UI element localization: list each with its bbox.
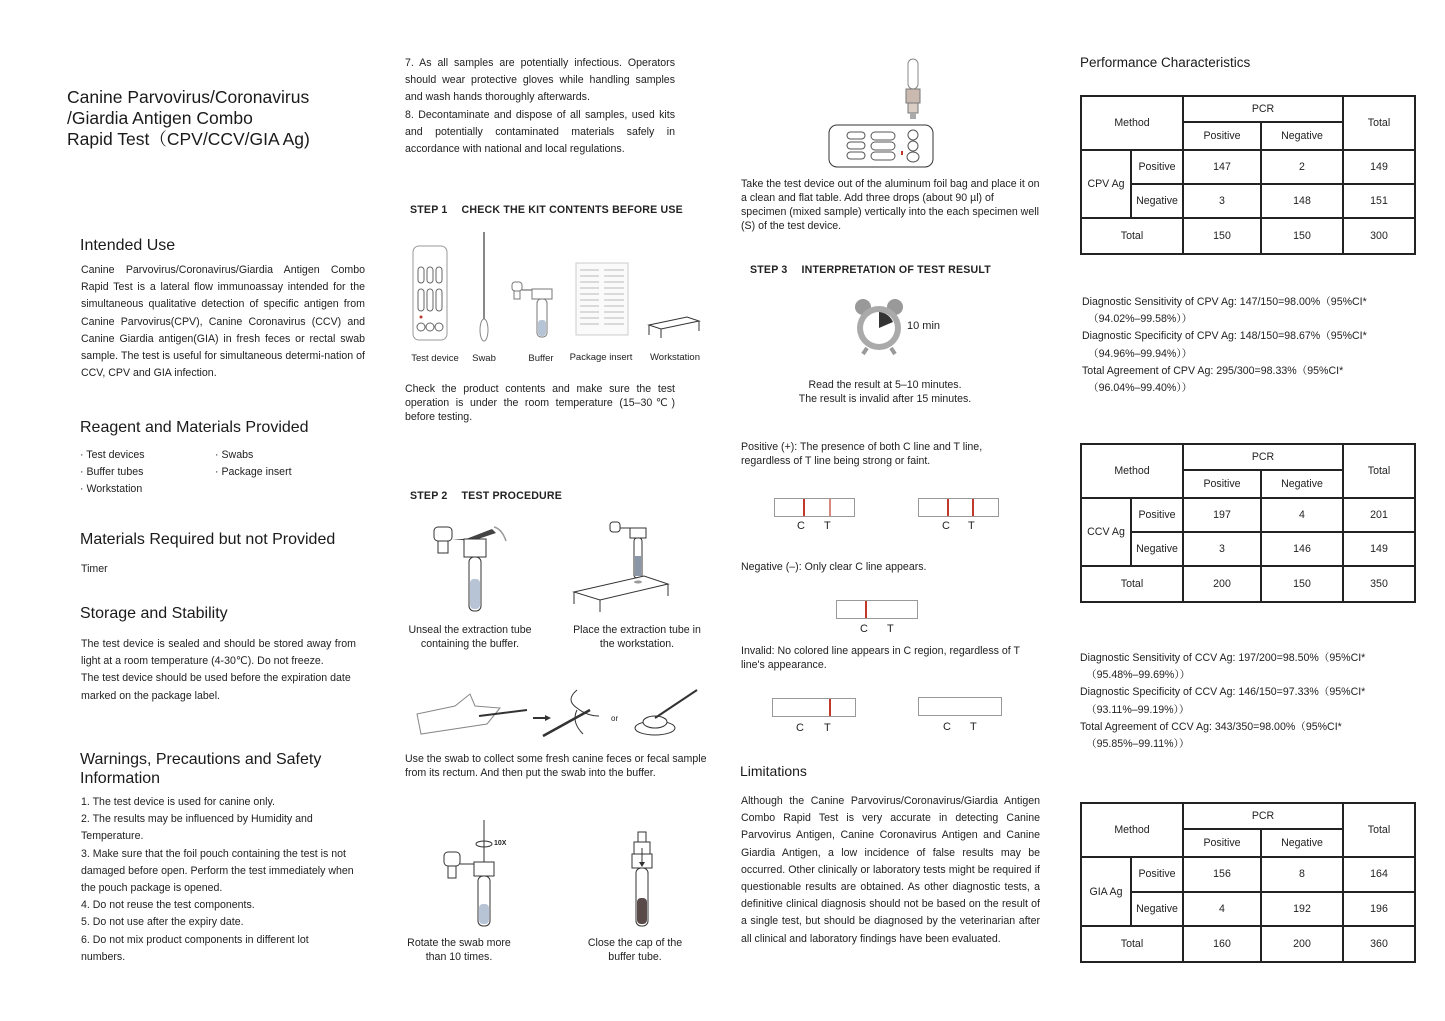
materials-required-text: Timer xyxy=(81,563,108,575)
total-header: Total xyxy=(1343,803,1415,857)
table-row xyxy=(1081,857,1415,891)
kit-label-workstation: Workstation xyxy=(650,352,700,363)
rotate-caption: Rotate the swab more than 10 times. xyxy=(407,937,511,963)
warning-item: 1. The test device is used for canine only. xyxy=(81,796,275,808)
place-caption: Place the extraction tube in the workstation. xyxy=(573,624,701,650)
table-row xyxy=(1081,532,1415,566)
gia-performance-table xyxy=(1080,802,1416,963)
unseal-tube-illustration xyxy=(432,525,512,615)
row-label: Negative xyxy=(1131,184,1183,218)
row-label: Positive xyxy=(1131,150,1183,184)
close-caption: Close the cap of the buffer tube. xyxy=(587,937,683,963)
positive-strip-1 xyxy=(774,498,855,517)
t-line xyxy=(829,699,831,716)
pcr-positive-header: Positive xyxy=(1183,829,1261,857)
cell: 150 xyxy=(1261,218,1343,254)
c-label: C xyxy=(942,520,950,532)
pcr-header: PCR xyxy=(1183,444,1343,470)
title-line-2: /Giardia Antigen Combo xyxy=(67,108,253,128)
step1-heading xyxy=(410,204,697,216)
stat-line: Diagnostic Sensitivity of CCV Ag: 197/200=98.50%（95%CI* xyxy=(1080,652,1366,664)
table-row xyxy=(1081,218,1415,254)
step3-heading xyxy=(750,264,1005,276)
materials-required-heading: Materials Required but not Provided xyxy=(80,531,336,548)
intended-use-text: Canine Parvovirus/Coronavirus/Giardia Antigen Combo Rapid Test is a lateral flow immunoassay intended for the simultaneous qualitative detection of specific antigen from Canine Parvovirus(CPV), Canine Coronavirus (CCV) and Canine Giardia antigen(GIA) in fresh feces or rectal swab sample. The test is useful for simultaneous determi-nation of CCV, CPV and GIA infection. xyxy=(81,264,365,380)
timer-label: 10 min xyxy=(907,320,941,332)
collect-caption: Use the swab to collect some fresh canine feces or fecal sample from its rectum. And then put the swab into the buffer. xyxy=(405,753,707,779)
package-insert-illustration xyxy=(575,262,629,336)
reagent-item: · Package insert xyxy=(215,466,292,479)
stat-ci: （94.96%–99.94%）） xyxy=(1088,347,1193,360)
storage-text-1: The test device is sealed and should be stored away from light at a room temperature (4-30℃). Do not freeze. xyxy=(81,638,356,668)
warning-item: 2. The results may be influenced by Humidity and Temperature. xyxy=(81,813,313,843)
t-label: T xyxy=(887,623,894,635)
t-line-strong xyxy=(972,499,974,516)
cell: 192 xyxy=(1261,892,1343,926)
warnings-heading-2: Information xyxy=(80,770,161,787)
workstation-illustration xyxy=(647,315,701,339)
add-specimen-caption: Take the test device out of the aluminum foil bag and place it on a clean and flat table. Add three drops (about 90 µl) of specimen (mixed sample) vertically into the each specimen well (S) of the test device. xyxy=(741,178,1040,232)
table-row xyxy=(1081,498,1415,532)
cell: 2 xyxy=(1261,150,1343,184)
table-row xyxy=(1081,892,1415,926)
cell: 197 xyxy=(1183,498,1261,532)
stat-ci: （94.02%–99.58%）） xyxy=(1088,313,1193,326)
table-row xyxy=(1081,184,1415,218)
ccv-stats xyxy=(1080,650,1420,753)
warning-item: 6. Do not mix product components in different lot numbers. xyxy=(81,933,309,963)
unseal-caption: Unseal the extraction tube containing the buffer. xyxy=(408,624,532,650)
stat-line: Total Agreement of CPV Ag: 295/300=98.33%（95%CI* xyxy=(1082,364,1344,377)
pcr-positive-header: Positive xyxy=(1183,122,1261,150)
method-header: Method xyxy=(1081,96,1183,150)
kit-label-swab: Swab xyxy=(472,353,496,364)
storage-text-2: The test device should be used before the expiration date marked on the package label. xyxy=(81,672,351,702)
test-device-illustration xyxy=(412,245,448,341)
step1-number: STEP 1 xyxy=(410,204,448,216)
cell: 164 xyxy=(1343,857,1415,891)
cell: 149 xyxy=(1343,150,1415,184)
storage-text xyxy=(81,636,356,705)
warnings-list-continued xyxy=(405,55,675,158)
buffer-illustration xyxy=(510,280,555,342)
c-label: C xyxy=(797,520,805,532)
performance-heading: Performance Characteristics xyxy=(1080,55,1251,70)
stat-ci: （96.04%–99.40%）） xyxy=(1088,382,1193,395)
cell: 149 xyxy=(1343,532,1415,566)
table-row xyxy=(1081,150,1415,184)
warning-item: 8. Decontaminate and dispose of all samples, used kits and potentially contaminated materials safely in accordance with national and local regulations. xyxy=(405,108,675,156)
pcr-negative-header: Negative xyxy=(1261,470,1343,498)
cell: 200 xyxy=(1183,566,1261,602)
c-line xyxy=(803,499,805,516)
cell: 146 xyxy=(1261,532,1343,566)
cell: 4 xyxy=(1183,892,1261,926)
step2-heading xyxy=(410,490,576,502)
step1-title: CHECK THE KIT CONTENTS BEFORE USE xyxy=(461,204,683,216)
stat-line: Diagnostic Specificity of CPV Ag: 148/150=98.67%（95%CI* xyxy=(1082,330,1367,343)
table-row xyxy=(1081,926,1415,962)
invalid-strip-2 xyxy=(918,697,1002,716)
cell: 200 xyxy=(1261,926,1343,962)
cell: 148 xyxy=(1261,184,1343,218)
or-label: or xyxy=(611,714,619,723)
pcr-negative-header: Negative xyxy=(1261,122,1343,150)
method-header: Method xyxy=(1081,444,1183,498)
cell: 150 xyxy=(1183,218,1261,254)
t-line-faint xyxy=(829,499,831,516)
kit-label-package-insert: Package insert xyxy=(569,352,633,363)
cell: 150 xyxy=(1261,566,1343,602)
cell: 160 xyxy=(1183,926,1261,962)
rotate-10x-badge: 10X xyxy=(494,840,507,847)
rotate-swab-illustration xyxy=(440,820,510,930)
row-label: Negative xyxy=(1131,892,1183,926)
stat-line: Diagnostic Specificity of CCV Ag: 146/150=97.33%（95%CI* xyxy=(1080,686,1366,699)
kit-label-test-device: Test device xyxy=(411,353,459,364)
limitations-text: Although the Canine Parvovirus/Coronavirus/Giardia Antigen Combo Rapid Test is very accurate in detecting Canine Parvovirus Antigen, Canine Coronavirus Antigen and Canine Giardia Antigen, a low incidence of false results may be occurred. Other clinically or laboratory tests might be required if questionable results are obtained. As other diagnostic tests, a definitive clinical diagnosis should not be based on the result of a single test, but should be diagnosed by the veterinarian after all clinical and laboratory findings have been evaluated. xyxy=(741,795,1040,945)
step1-text: Check the product contents and make sure the test operation is under the room temperature (15–30℃) before testing. xyxy=(405,383,675,423)
cell: 300 xyxy=(1343,218,1415,254)
read-line-1: Read the result at 5–10 minutes. xyxy=(808,379,962,391)
intended-use-heading: Intended Use xyxy=(80,237,176,254)
method-header: Method xyxy=(1081,803,1183,857)
cell: 147 xyxy=(1183,150,1261,184)
reagent-item: · Buffer tubes xyxy=(80,466,144,479)
stat-ci: （93.11%–99.19%）） xyxy=(1086,703,1190,716)
c-line xyxy=(865,601,867,618)
reagent-item: · Workstation xyxy=(80,483,143,496)
swab-collection-illustration xyxy=(415,688,705,740)
tube-in-workstation-illustration xyxy=(572,520,672,612)
pcr-positive-header: Positive xyxy=(1183,470,1261,498)
positive-description: Positive (+): The presence of both C line and T line, regardless of T line being strong or faint. xyxy=(741,441,983,467)
total-header: Total xyxy=(1343,96,1415,150)
storage-heading: Storage and Stability xyxy=(80,605,228,622)
positive-strip-2 xyxy=(918,498,999,517)
cell: 8 xyxy=(1261,857,1343,891)
stat-ci: （95.85%–99.11%）） xyxy=(1086,738,1190,751)
reagents-list-left xyxy=(80,447,220,499)
stat-line: Total Agreement of CCV Ag: 343/350=98.00%（95%CI* xyxy=(1080,720,1342,733)
reagents-list-right xyxy=(215,447,355,481)
step3-title: INTERPRETATION OF TEST RESULT xyxy=(801,264,991,276)
cell: 4 xyxy=(1261,498,1343,532)
c-label: C xyxy=(943,721,951,733)
row-label: Total xyxy=(1081,926,1183,962)
read-line-2: The result is invalid after 15 minutes. xyxy=(798,393,972,405)
row-label: Total xyxy=(1081,566,1183,602)
negative-description: Negative (–): Only clear C line appears. xyxy=(741,561,927,573)
cell: 350 xyxy=(1343,566,1415,602)
cell: 3 xyxy=(1183,184,1261,218)
limitations-heading: Limitations xyxy=(740,763,807,779)
total-header: Total xyxy=(1343,444,1415,498)
title-line-3: Rapid Test（CPV/CCV/GIA Ag) xyxy=(67,129,310,149)
warning-item: 5. Do not use after the expiry date. xyxy=(81,916,244,929)
c-line xyxy=(947,499,949,516)
cell: 3 xyxy=(1183,532,1261,566)
pcr-header: PCR xyxy=(1183,96,1343,122)
document-title xyxy=(67,87,367,150)
title-line-1: Canine Parvovirus/Coronavirus xyxy=(67,87,310,107)
pcr-negative-header: Negative xyxy=(1261,829,1343,857)
step2-number: STEP 2 xyxy=(410,490,448,502)
row-label: Positive xyxy=(1131,857,1183,891)
ccv-performance-table xyxy=(1080,443,1416,603)
row-label: Total xyxy=(1081,218,1183,254)
invalid-description: Invalid: No colored line appears in C region, regardless of T line's appearance. xyxy=(741,645,1020,671)
cpv-performance-table xyxy=(1080,95,1416,255)
row-label: Negative xyxy=(1131,532,1183,566)
reagent-item: · Test devices xyxy=(80,449,145,461)
t-label: T xyxy=(824,722,831,734)
swab-illustration xyxy=(478,230,490,342)
kit-label-buffer: Buffer xyxy=(528,353,554,364)
warnings-heading-1: Warnings, Precautions and Safety xyxy=(80,751,322,768)
t-label: T xyxy=(970,721,977,733)
step3-number: STEP 3 xyxy=(750,264,788,276)
cell: 196 xyxy=(1343,892,1415,926)
warning-item: 7. As all samples are potentially infectious. Operators should wear protective gloves while handling samples and wash hands thoroughly afterwards. xyxy=(405,57,675,104)
cell: 201 xyxy=(1343,498,1415,532)
method-name: CPV Ag xyxy=(1081,150,1131,218)
alarm-clock-icon xyxy=(853,298,905,358)
cell: 360 xyxy=(1343,926,1415,962)
stat-ci: （95.48%–99.69%）） xyxy=(1086,669,1191,682)
read-result-text xyxy=(760,378,1010,406)
cell: 151 xyxy=(1343,184,1415,218)
reagents-heading: Reagent and Materials Provided xyxy=(80,419,309,436)
c-label: C xyxy=(860,623,868,635)
negative-strip xyxy=(836,600,918,619)
method-name: GIA Ag xyxy=(1081,857,1131,925)
reagent-item: · Swabs xyxy=(215,449,254,461)
invalid-strip-1 xyxy=(772,698,856,717)
close-cap-illustration xyxy=(630,830,654,930)
warning-item: 4. Do not reuse the test components. xyxy=(81,899,255,912)
warnings-list xyxy=(81,794,367,966)
c-label: C xyxy=(796,722,804,734)
warnings-heading xyxy=(80,750,321,788)
pcr-header: PCR xyxy=(1183,803,1343,829)
t-label: T xyxy=(824,520,831,532)
add-specimen-illustration xyxy=(827,55,937,173)
table-row xyxy=(1081,566,1415,602)
stat-line: Diagnostic Sensitivity of CPV Ag: 147/150=98.00%（95%CI* xyxy=(1082,296,1367,308)
t-label: T xyxy=(968,520,975,532)
row-label: Positive xyxy=(1131,498,1183,532)
step2-title: TEST PROCEDURE xyxy=(461,490,563,502)
cpv-stats xyxy=(1082,294,1422,397)
warning-item: 3. Make sure that the foil pouch containing the test is not damaged before open. Perform the test immediately when the pouch package is opened. xyxy=(81,847,354,895)
method-name: CCV Ag xyxy=(1081,498,1131,566)
cell: 156 xyxy=(1183,857,1261,891)
